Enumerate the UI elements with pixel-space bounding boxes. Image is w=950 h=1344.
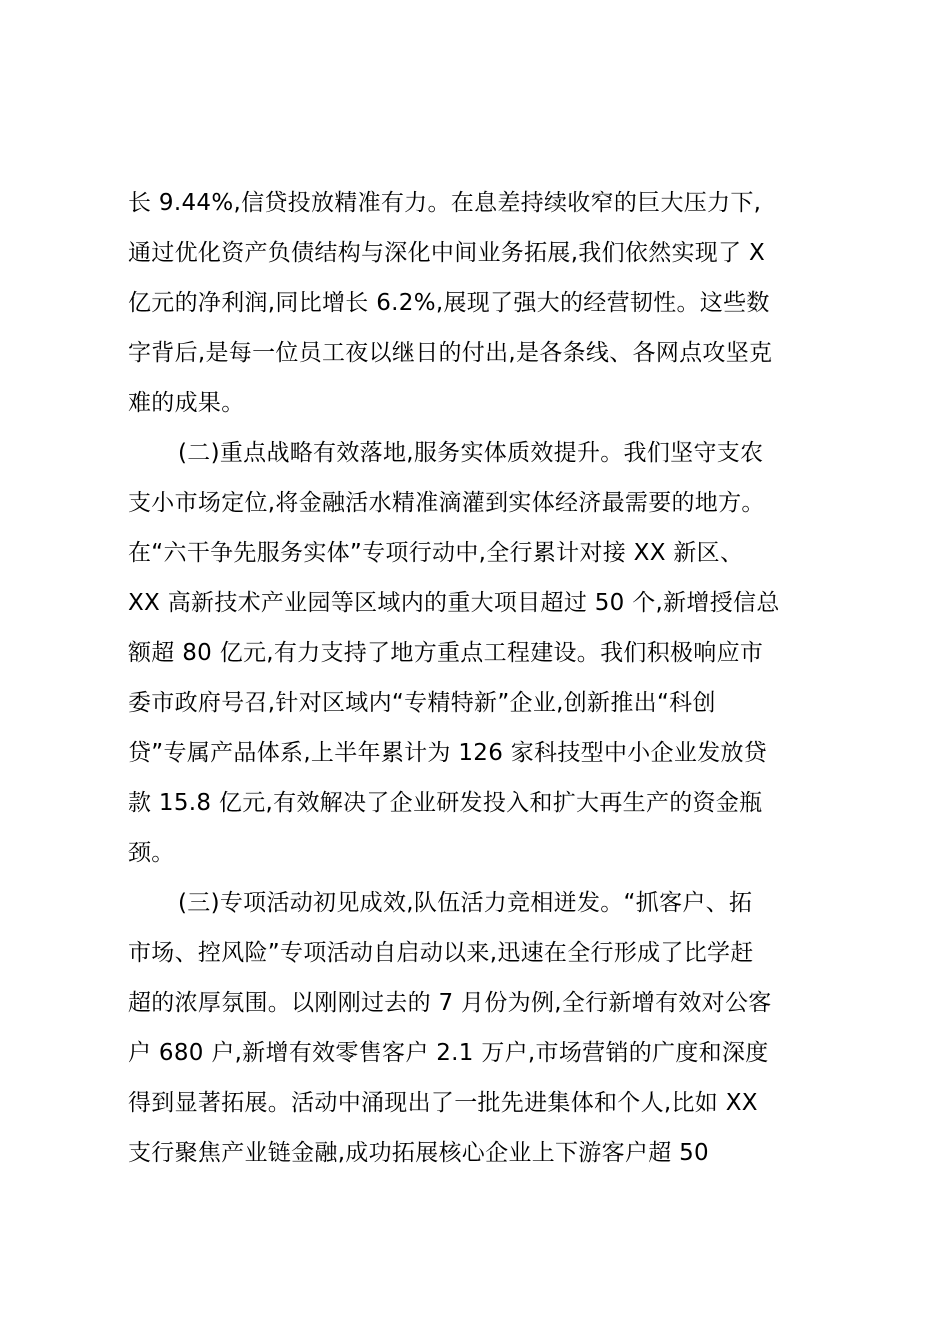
text-line: 超的浓厚氛围。以刚刚过去的 7 月份为例,全行新增有效对公客 [128, 990, 772, 1016]
paragraph-heading-2: (二)重点战略有效落地,服务实体质效提升。我们坚守支农 [178, 440, 764, 466]
text-line: 长 9.44%,信贷投放精准有力。在息差持续收窄的巨大压力下, [128, 190, 762, 216]
text-line: 得到显著拓展。活动中涌现出了一批先进集体和个人,比如 XX [128, 1090, 758, 1116]
text-line: 委市政府号召,针对区域内“专精特新”企业,创新推出“科创 [128, 690, 716, 716]
text-line: 贷”专属产品体系,上半年累计为 126 家科技型中小企业发放贷 [128, 740, 768, 766]
text-line: 市场、控风险”专项活动自启动以来,迅速在全行形成了比学赶 [128, 940, 754, 966]
text-line: 额超 80 亿元,有力支持了地方重点工程建设。我们积极响应市 [128, 640, 764, 666]
text-line: 通过优化资产负债结构与深化中间业务拓展,我们依然实现了 X [128, 240, 766, 266]
text-line: 款 15.8 亿元,有效解决了企业研发投入和扩大再生产的资金瓶 [128, 790, 763, 816]
text-line: 字背后,是每一位员工夜以继日的付出,是各条线、各网点攻坚克 [128, 340, 773, 366]
text-line: 支行聚焦产业链金融,成功拓展核心企业上下游客户超 50 [128, 1140, 709, 1166]
text-line: 难的成果。 [128, 390, 245, 416]
paragraph-heading-3: (三)专项活动初见成效,队伍活力竞相迸发。“抓客户、拓 [178, 890, 753, 916]
text-line: 户 680 户,新增有效零售客户 2.1 万户,市场营销的广度和深度 [128, 1040, 769, 1066]
text-line: 颈。 [128, 840, 175, 866]
text-line: 支小市场定位,将金融活水精准滴灌到实体经济最需要的地方。 [128, 490, 765, 516]
text-line: 在“六干争先服务实体”专项行动中,全行累计对接 XX 新区、 [128, 540, 744, 566]
text-line: 亿元的净利润,同比增长 6.2%,展现了强大的经营韧性。这些数 [128, 290, 770, 316]
text-line: XX 高新技术产业园等区域内的重大项目超过 50 个,新增授信总 [128, 590, 780, 616]
